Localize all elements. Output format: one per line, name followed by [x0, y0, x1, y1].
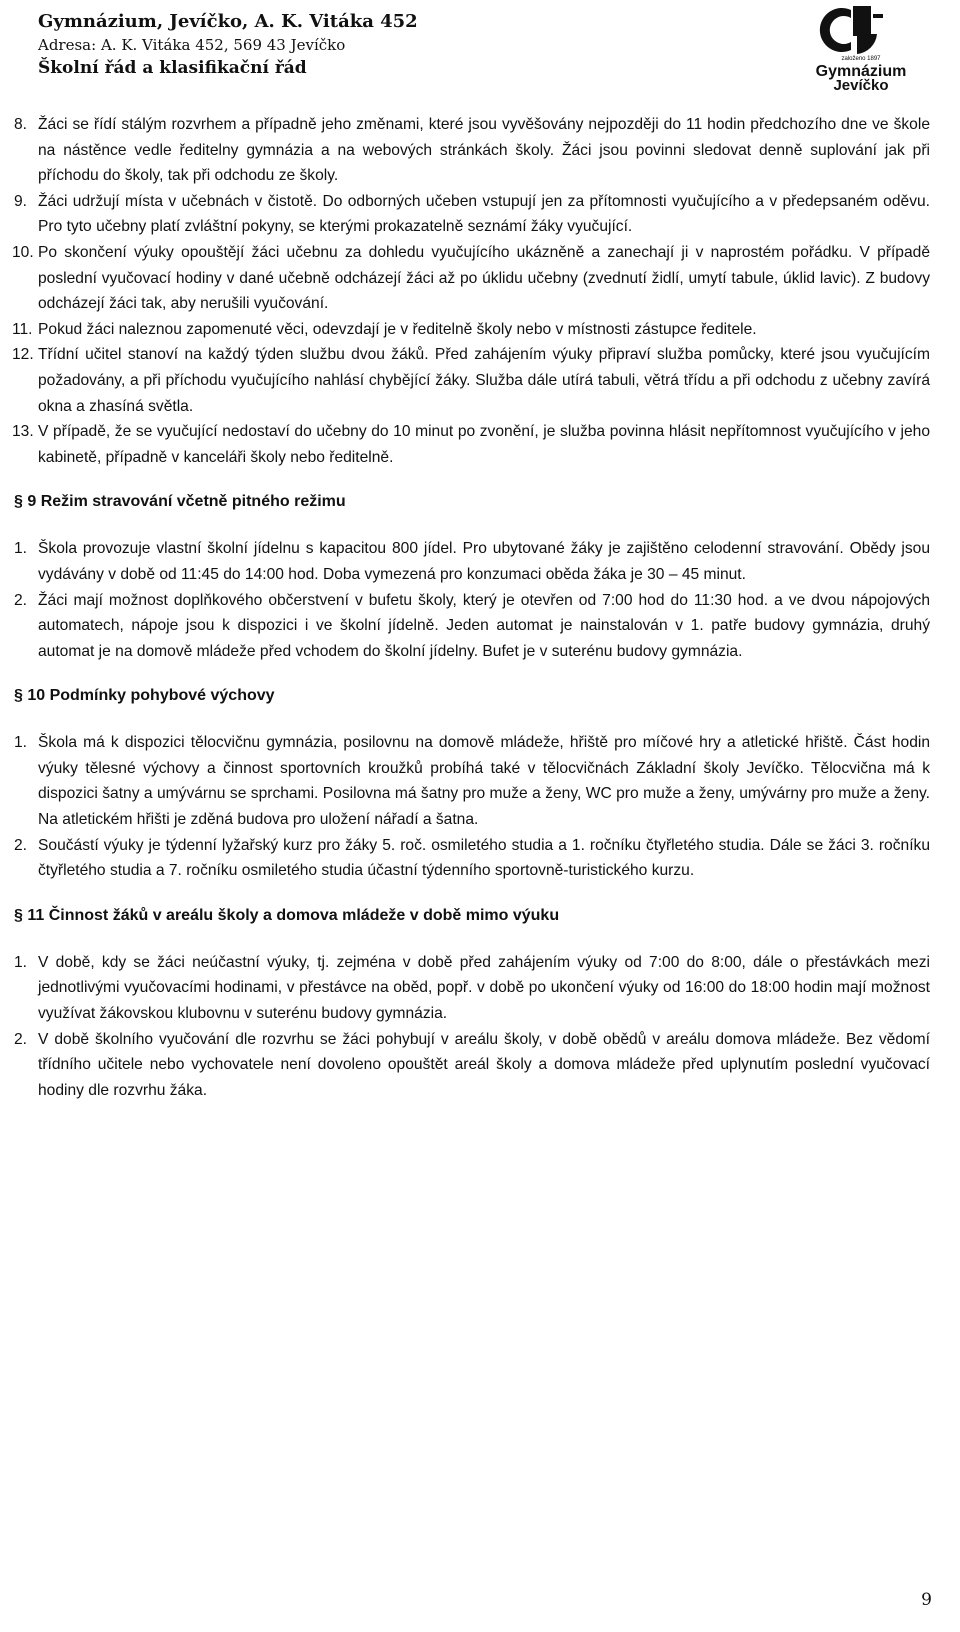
list-item	[14, 112, 930, 189]
item-number: 9.	[14, 192, 28, 210]
item-number: 2.	[14, 836, 28, 854]
item-number: 11.	[12, 320, 33, 338]
school-name: Gymnázium, Jevíčko, A. K. Vitáka 452	[38, 11, 418, 32]
logo-line2: Jevíčko	[833, 77, 889, 92]
list-item	[14, 730, 930, 832]
item-number: 10.	[12, 243, 34, 261]
document-body	[14, 112, 930, 1103]
item-text: Žáci se řídí stálým rozvrhem a případně jeho změnami, které jsou vyvěšovány nejpozději do 11 hodin předchozího dne ve škole na nástěnce vedle ředitelny gymnázia a na webových stránkách školy. Žáci jsou povinni sledovat denně suplování jak při příchodu do školy, tak při odchodu ze školy.	[38, 116, 930, 185]
logo-line1: Gymnázium	[815, 63, 907, 80]
item-number: 1.	[14, 953, 28, 971]
list-item	[14, 317, 930, 343]
list-item	[14, 342, 930, 419]
section-11-list	[14, 950, 930, 1104]
item-number: 13.	[12, 423, 34, 441]
item-text: Třídní učitel stanoví na každý týden službu dvou žáků. Před zahájením výuky připraví služba pomůcky, které jsou vyučujícím požadovány, a při příchodu vyučujícího nahlásí chybějící žáky. Služba dále utírá tabuli, větrá třídu a při odchodu z učebny zavírá okna a zhasíná světla.	[38, 346, 930, 415]
item-number: 2.	[14, 1030, 28, 1048]
item-text: Součástí výuky je týdenní lyžařský kurz pro žáky 5. roč. osmiletého studia a 1. ročníku čtyřletého studia. Dále se žáci 3. ročníku čtyřletého studia a 7. ročníku osmiletého studia účastní týdenního sportovně-turistického kurzu.	[38, 836, 930, 880]
list-item	[14, 1027, 930, 1104]
list-item	[14, 588, 930, 665]
item-number: 2.	[14, 591, 28, 609]
item-text: Škola má k dispozici tělocvičnu gymnázia, posilovnu na domově mládeže, hřiště pro míčové hry a atletické hřiště. Část hodin výuky tělesné výchovy a činnost sportovních kroužků probíhá také v tělocvičnách Základní školy Jevíčko. Tělocvična má k dispozici šatny a umývárnu se sprchami. Posilovna má šatny pro muže a ženy, WC pro muže a ženy, umývárny pro muže a ženy. Na atletickém hřišti je zděná budova pro uložení nářadí a šatna.	[38, 734, 930, 829]
item-text: Žáci udržují místa v učebnách v čistotě. Do odborných učeben vstupují jen za přítomnosti vyučujícího a v předepsaném oděvu. Pro tyto učebny platí zvláštní pokyny, se kterými prokazatelně seznámí žáky vyučující.	[38, 192, 930, 236]
logo-founded: založeno 1897	[841, 56, 881, 62]
item-number: 8.	[14, 116, 28, 133]
item-text: Škola provozuje vlastní školní jídelnu s kapacitou 800 jídel. Pro ubytované žáky je zajištěno celodenní stravování. Obědy jsou vydávány v době od 11:45 do 14:00 hod. Doba vymezená pro konzumaci oběda žáka je 30 – 45 minut.	[38, 540, 930, 583]
header-text	[38, 10, 418, 80]
item-text: Po skončení výuky opouštějí žáci učebnu za dohledu vyučujícího ukázněně a zanechají ji v naprostém pořádku. V případě poslední vyučovací hodiny v dané učebně odcházejí žáci až po úklidu učebny (zvednutí židlí, umytí tabule, úklid lavic). Z budovy odcházejí žáci tak, aby nerušili vyučování.	[38, 243, 930, 313]
section-heading-9: § 9 Režim stravování včetně pitného režimu	[14, 493, 346, 511]
school-logo	[795, 4, 927, 92]
item-text: V době školního vyučování dle rozvrhu se žáci pohybují v areálu školy, v době obědů v areálu domova mládeže. Bez vědomí třídního učitele nebo vychovatele není dovoleno opouštět areál školy a domova mládeže před uplynutím poslední vyučovací hodiny dle rozvrhu žáka.	[38, 1030, 930, 1099]
section-10-list	[14, 730, 930, 884]
list-item	[14, 419, 930, 470]
item-text: V době, kdy se žáci neúčastní výuky, tj. zejména v době před zahájením výuky od 7:00 do 8:00, dále o přestávkách mezi jednotlivými vyučovacími hodinami, v přestávce na oběd, popř. v době po ukončení výuky od 16:00 do 18:00 hodin mají možnost využívat žákovskou klubovnu v suterénu budovy gymnázia.	[38, 953, 930, 1023]
item-text: V případě, že se vyučující nedostaví do učebny do 10 minut po zvonění, je služba povinna hlásit nepřítomnost vyučujícího v jeho kabinetě, případně v kanceláři školy nebo ředitelně.	[38, 423, 930, 466]
list-item	[14, 240, 930, 317]
school-address: Adresa: A. K. Vitáka 452, 569 43 Jevíčko	[38, 36, 346, 54]
list-item	[14, 536, 930, 587]
item-number: 1.	[14, 734, 28, 752]
item-number: 12.	[12, 346, 34, 364]
list-item	[14, 833, 930, 884]
item-text: Pokud žáci naleznou zapomenuté věci, odevzdají je v ředitelně školy nebo v místnosti zástupce ředitele.	[38, 320, 757, 338]
section-9-list	[14, 536, 930, 664]
list-item	[14, 950, 930, 1027]
item-text: Žáci mají možnost doplňkového občerstvení v bufetu školy, který je otevřen od 7:00 hod do 11:30 hod. a ve dvou nápojových automatech, nápoje jsou k dispozici i ve školní jídelně. Jeden automat je nainstalován v 1. patře budovy gymnázia, druhý automat je na domově mládeže před vchodem do školní jídelny. Bufet je v suterénu budovy gymnázia.	[38, 591, 930, 660]
document-title: Školní řád a klasifikační řád	[38, 58, 307, 78]
page-header	[38, 8, 928, 92]
list-item	[14, 189, 930, 240]
item-number: 1.	[14, 540, 28, 558]
section-heading-10: § 10 Podmínky pohybové výchovy	[14, 687, 275, 705]
section-heading-11: § 11 Činnost žáků v areálu školy a domova mládeže v době mimo výuku	[14, 906, 560, 924]
page-number: 9	[921, 1590, 932, 1610]
rules-list	[14, 112, 930, 470]
